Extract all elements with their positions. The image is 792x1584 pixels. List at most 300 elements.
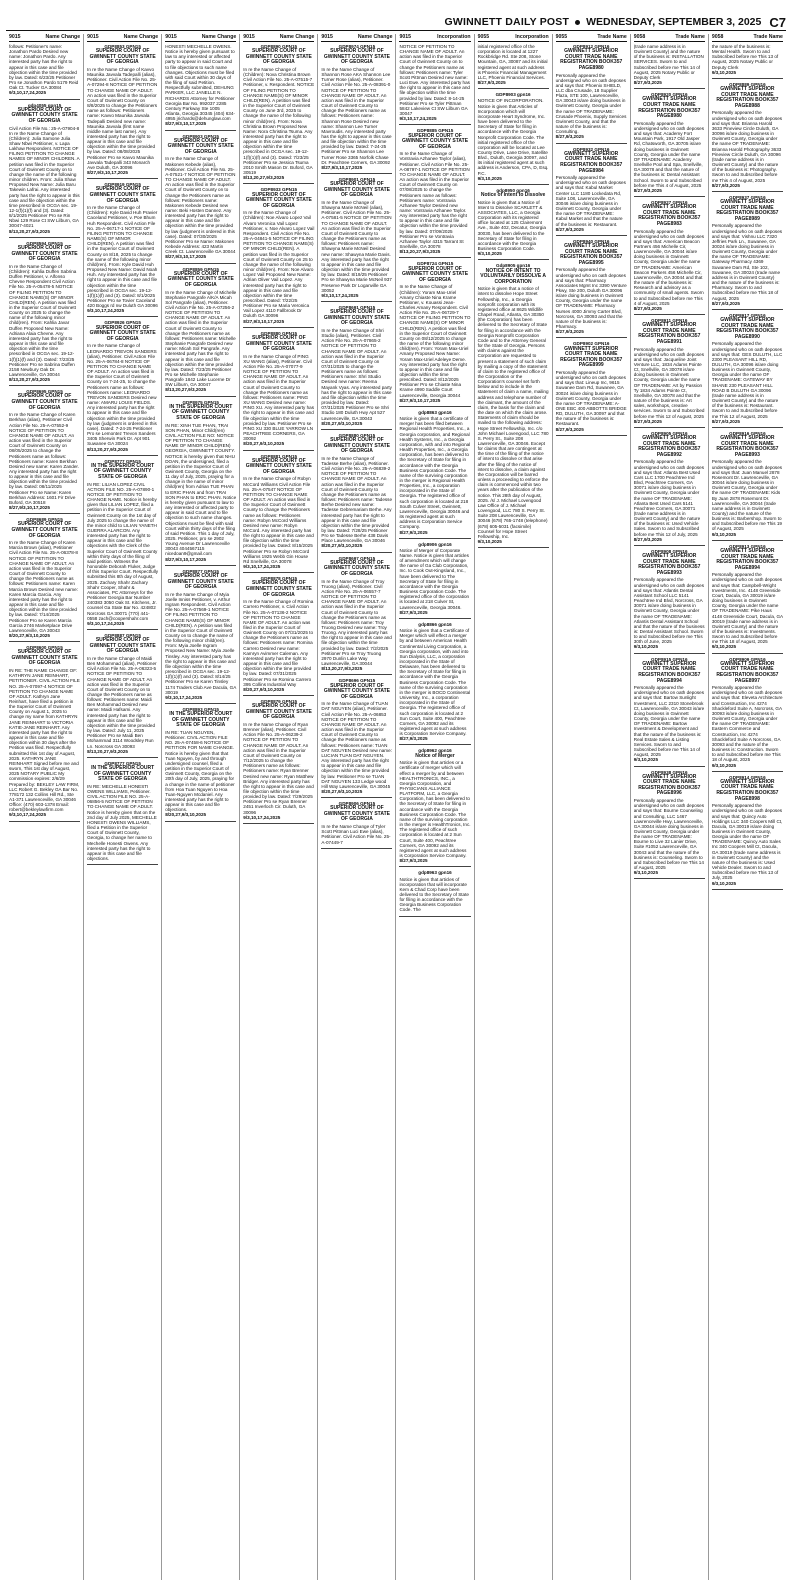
section-category: Name Change: [45, 34, 81, 40]
notice-run-dates: 9/3,10,2025: [711, 762, 737, 768]
notice-divider: [399, 744, 470, 745]
notice-heading: SUPERIOR COURT OF GWINNETT COUNTY STATE OF GEORGIA: [323, 48, 390, 66]
notice-run-dates: 8/27,9/3,2025: [711, 182, 740, 188]
legal-notice: [712, 657, 783, 772]
notice-ref: GDP8885 GPN15: [416, 128, 454, 134]
section-category: Name Change: [279, 34, 315, 40]
notice-body: In re the Name Change of Troy Truong (alias), Petitioner. Civil Action File No. 25-A-06557-7 NOTICE OF PETITION TO CHANGE NAME OF ADULT. An action was filed in the Superior Court of Gwinnett County to change the Petitioners name as follows: Petitioners name: Troy Truong Desired new name: Troy Truong. Any interested party has the right to appear in this case and file objection within the time provided by law. Dated: 7/2/2025 Petitioner Pro se Troy Truong 2970 Dunlin Lake Way Lawrenceville, GA 30044: [321, 578, 392, 667]
notice-body: In re the Name Change of LEONARDO TREVON SANDERS (alias), Petitioner. Civil Action File No. 25-A-06784-8 NOTICE OF PETITION TO CHANGE NAME OF ADULT. An action was filed in the Superior Court of Gwinnett County on 7-24-25, to change the Petitioners name as follows: Petitioners name: LEONARDO TREVON SANDERS Desired new name: AMARU LOUIS FIELDS. Any interested party has the right to appear in this case and file objection within the time provided by law (judgment is ordered in this case). Dated: 7-24-25 Petitioner Pro se Lemontez Trevon Sanders 3405 Sherwin Park Dr. Apt 901 Suwanee GA 30024: [87, 343, 157, 447]
notice-divider: [399, 538, 470, 539]
notice-ref: GDP8916 GPN16: [729, 430, 766, 436]
notice-heading: GWINNETT SUPERIOR COURT TRADE NAME REGISTRATION BOOK357 PAGE8989: [716, 198, 779, 222]
notice-heading: SUPERIOR COURT OF GWINNETT COUNTY STATE OF GEORGIA: [245, 457, 312, 475]
notice-divider: [399, 257, 470, 258]
legal-notice: [321, 44, 392, 174]
notice-run-dates: 9/3,10,2025: [711, 69, 737, 75]
section-category: Trade Name: [753, 34, 783, 40]
section-number: 9055: [555, 34, 568, 40]
notice-body: Personally appeared the undersigned who on oath deposes and says that: Lineup Inc, 9615 Suwanee Dam Rd, Suwanee, GA 30024 is/are doing business in Gwinnett County, Georgia under the name OF TRADENAME: A-ONE EBC 400 ABBOTTS BRIDGE RD, DULUTH, GA 30097 and that the nature of the business is: Restaurant.: [555, 369, 627, 427]
notice-divider: [556, 337, 627, 338]
notice-ref: gdp8906 gpn16: [418, 541, 452, 547]
legal-notice: [478, 188, 549, 260]
notice-run-dates: 9/3,10,2025: [477, 251, 502, 257]
notice-heading: SUPERIOR COURT OF GWINNETT COUNTY STATE OF GEORGIA: [323, 181, 390, 199]
notice-body: In re the Name Change of TUAN DAT NGUYEN (alias), Petitioner. Civil Action File No. 25-A-06853 NOTICE OF PETITION TO CHANGE NAME OF ADULT. An action was filed in the Superior Court of Gwinnett County to change the Petitioners name as follows: Petitioners name: TUAN DAT NGUYEN Desired new name: LUCIAN TUAN DAT NGUYEN. Any interested party has the right to appear in this case and file objection within the time provided by law. Petitioner Pro se TUAN DAT NGUYEN 133 Ledge wood Hill Way Lawrenceville, GA 30045: [321, 701, 392, 789]
notice-ref: GDP8777 GPN15: [104, 458, 141, 464]
legal-notice: [9, 241, 80, 387]
notice-ref: GDP8689 GPN15: [26, 517, 63, 523]
notice-body: NOTICE OF INCORPORATION. Notice is given that Articles of Incorporation which will incorporate Heart Syndrome, Inc. have been delivered to the Secretary of State for filing in accordance with the Georgia Nonprofit Corporation Code. The initial registered office of the corporation will be located at Lee County Drive, Lane Drive, Satellite Blvd., Duluth, Georgia 30097, and its initial registered agent at such address is Anderson, CPA, D, Esq. P.C.: [477, 98, 549, 176]
notice-run-dates: 8/20,27,9/3,10,2025: [243, 686, 285, 692]
notice-body: NOTICE OF PETITION TO CHANGE NAME OF ADULT. An action was filed in the Superior Court of Gwinnett County on to change the Petitioners name as follows: Petitioners name: Tyler Scott Pittman Desired new name: Luci Ewe. Any interested party has the right to appear in this case and file objection within the time provided by law. Dated: 8-14-25 Petitioner Pro se Tyler Pittman 5842 Lakeview Ct SW Lilburn GA 30047: [399, 44, 470, 117]
notice-run-dates: 8/20,27,9/3,10,2025: [165, 812, 207, 818]
notice-divider: [634, 88, 705, 89]
notice-ref: gdp8962 gpn16: [418, 748, 452, 754]
column-header: [634, 34, 705, 42]
notice-heading: GWINNETT SUPERIOR COURT TRADE NAME REGISTRATION BOOK357 PAGE8994: [638, 660, 701, 684]
notice-run-dates: 8/27,9/3,2025: [555, 226, 584, 232]
page-header: [6, 14, 786, 31]
legal-notice: [87, 633, 158, 758]
notice-ref: GDP8915 GPN16: [651, 656, 688, 662]
notice-ref: GDP8880 GPN15: [338, 432, 376, 438]
notice-heading: SUPERIOR COURT OF GWINNETT COUNTY STATE OF GEORGIA: [323, 437, 390, 455]
legal-notice: [556, 44, 627, 144]
notice-body: Personally appeared the undersigned who on oath deposes and says that: Quincy Auto Holdings LLC 340 Coopers Mill Ct, Dacula, GA 30019 is/are doing business in Gwinnett County, Georgia under the name OF TRADENAME: Quincy Auto Sales Inc 340 Coopers Mill Ct, Dacula, GA 30019 (trade name address is in Gwinnett County) and the nature of the business is: Used Vehicle Dealer. Sworn to and Subscribed before me This 13 of July, 2025: [711, 803, 783, 881]
notice-ref: GDP8859 GPN15: [182, 266, 219, 272]
notice-body: In re the Name Change of (Children): Noe Alvaro Lopez Vail Alvaro Veronica Vail Lopez Petitioner, v. Noe Alvaro Lopez Vail Respondent. Civil Action File No. 25-A-04841-5 NOTICE OF FILING PETITION TO CHANGE NAME(S) OF MINOR CHILD(REN). A petition was filed in the Superior Court of Gwinnett County on 25 to change the name of the following minor child(ren). From: Noe Alvaro Lopez Vail Proposed New Name: Adrian Oliver Vail Lopez. Any interested party has the right to appear in this case and file objection within the time prescribed. Dated: 7/22/25 Petitioner Pro se Maria Veronica Vail Lopez 4110 Fallbrook Dr Duluth GA 30096: [243, 210, 315, 319]
notice-run-dates: 8/20,27,9/3,10,2025: [321, 788, 363, 794]
notice-heading: SUPERIOR COURT OF GWINNETT COUNTY STATE OF GEORGIA: [89, 186, 156, 204]
issue-date: WEDNESDAY, SEPTEMBER 3, 2025: [586, 16, 762, 28]
notice-run-dates: 9/3,10,17,24,2025: [243, 814, 281, 820]
notice-heading: SUPERIOR COURT OF GWINNETT COUNTY STATE OF GEORGIA: [167, 137, 234, 155]
notice-body: Personally appeared the undersigned who on oath deposes and says that: Juan Manuel 2878 Rosemont Dr. Lawrenceville, GA 30044 is/are doing business in Gwinnett County, Georgia under the name OF TRADENAME: Kids By Juan 2878 Rosemont Dr. Lawrenceville, GA 30044 (trade name address is in Gwinnett County) and the nature of the business is: Barbershop. Sworn to and Subscribed before me This 19 of August, 2025: [711, 459, 783, 532]
column-header: [243, 34, 314, 42]
section-number: 9015: [243, 34, 255, 40]
notice-run-dates: 8/27,9/3,2025: [555, 426, 584, 432]
notice-heading: GWINNETT SUPERIOR COURT TRADE NAME REGISTRATION BOOK357 PAGE8991: [638, 322, 701, 345]
notice-run-dates: 8/27,9/3,2025: [399, 858, 428, 864]
notice-divider: [243, 183, 314, 184]
column: [162, 34, 240, 1580]
notice-body: Personally appeared the undersigned who on oath deposes and says that: Academy Fort Mountain Park, 1917 Old Jasper Rd, Chatsworth, GA 30705 is/are doing business in Gwinnett County, Georgia under the name OF TRADENAME: Academy Snellville Pool and Spa, Snellville, GA 30078 and that the nature of the business is: Dental Assistant School. Sworn to and Subscribed before me This 4 of August, 2025: [633, 120, 704, 188]
notice-heading: GWINNETT SUPERIOR COURT TRADE NAME REGISTRATION BOOK357 PAGE8997: [716, 660, 779, 684]
legal-notice: [399, 622, 470, 746]
legal-notice: [399, 44, 470, 125]
notice-heading: GWINNETT SUPERIOR COURT TRADE NAME REGISTRATION BOOK357 PAGE8992: [638, 435, 701, 458]
notice-ref: GDP8696 GPN15: [338, 678, 376, 684]
notice-divider: [712, 78, 783, 79]
legal-notice: [712, 313, 783, 428]
notice-divider: [478, 184, 549, 185]
notice-heading: SUPERIOR COURT OF GWINNETT COUNTY STATE OF GEORGIA: [89, 637, 156, 655]
notice-body: In re the Name Change of Makonen Kebede (alias), Petitioner. Civil Action File No. 25-A-07521-7 NOTICE OF PETITION TO CHANGE NAME OF ADULT. An action was filed in the Superior Court of Gwinnett County on to change the Petitioners name as follows: Petitioners name: Makonen Kebede Desired new name: Beki Hosten Dannez. Any interested party has the right to appear in this case and file objection within the time provided by law (judgment is ordered in this case). Dated: 07/30/2025 Petitioner Pro se Name: Makonen Kebede Address: 423 Martin Creek Ct. Lawrenceville GA 30044: [165, 156, 236, 255]
notice-body: In re the Name Change of Kavvo Maunika Javvala Tadepalli (alias), Petitioner. Civil Action File No. 25-A-07294-8 NOTICE OF PETITION TO CHANGE NAME OF ADULT. An action was filed in the Superior Court of Gwinnett County on 8/8/2025 to change the Petitioners name as follows: Petitioners name: Kavvo Maunika Javvala Tadepalli Desired new name: Maunika Javvala (first name middle name last name). Any interested party has the right to appear in this case and file objection within the time provided by law. Dated: 08/08/2025 Petitioner Pro se Kavvo Maunika Javvala Tadepalli 343 Monarch Ave Duluth, GA 30096: [87, 66, 158, 170]
column-header: [165, 34, 236, 42]
notice-heading: SUPERIOR COURT OF GWINNETT COUNTY STATE OF GEORGIA: [245, 334, 312, 353]
notice-body: In re the Name Change of Shawyna Marie McNeil (alias), Petitioner. Civil Action File No. 25-A-07581-5 NOTICE OF PETITION TO CHANGE NAME OF ADULT. An action was filed in the Superior Court of Gwinnett County to change the Petitioners name as follows: Petitioners name: Shawyna Marie McNeil Desired new name: Shawyna Marie Davis. Any interested party has the right to appear in this case and file objection within the time provided by law. Dated: 8/19/25 Petitioner Pro se Shawyna Marie McNeil 937 Preserve Park Dr Loganville GA 30052: [321, 200, 392, 293]
notice-body: Civil Action File No.: 25-A-07904-8 In re the Name Change of (Children): Julia Samone Julia Shaw Nbwi Petitioner, v. Lapa Lakhaw Respondent. NOTICE OF FILING PETITION TO CHANGE NAMES OF MINOR CHILDREN. A petition was filed in the Superior Court of Gwinnett County on to change the name of the following minor children. From: Julia Shaw Proposed New Name: Julia Baru Takewin Lafrai. Any interested party has the right to appear in this case and file objection within the time prescribed in OCGA sec. 19-12-1(f)(1)(f) and (3). Dated: 8/1/2025 Petitioner Pro se Rin Nbwi 129 Rose Ct SW Lilburn, GA 30047-4021: [9, 125, 80, 229]
notice-body: IN RE: MECHELLE HONESTI OWENS WILLIAMS, Petitioner. CIVIL ACTION FILE NO. 25-A-06856-5 NOTICE OF PETITION TO CHANGE NAME OF ADULT. Notice is hereby given that on the 2nd day of July 2025, MECHELLE HONESTI OWENS WILLIAMS, filed a Petition in the Superior Court of Gwinnett County, Georgia, to change her name to Mechelle Honesti Owens. Any interested party has the right to appear in this case and file objections.: [87, 783, 157, 861]
notice-ref: GDP8724 GPN15: [416, 261, 454, 267]
bullet-icon: [575, 20, 580, 25]
legal-notice: [87, 761, 158, 865]
notice-run-dates: 9/3,10,17,24,2025: [9, 812, 47, 818]
notice-heading: Notice of Intent to Dissolve: [480, 192, 546, 199]
legal-notice: [556, 239, 627, 339]
notice-ref: GDP8912 GPN16: [572, 44, 610, 49]
legal-notice: [9, 44, 80, 100]
notice-ref: gdp8950 gpn16: [496, 187, 530, 193]
notice-ref: GDP8927 GPN16: [651, 199, 688, 205]
column: [475, 34, 553, 1580]
notice-ref: GDP8893 GPN15: [182, 707, 219, 712]
notice-body: Notice is given that a Notice of Intent to Dissolve SCARLETT & ASSOCIATES, LLC, a Georgia Corporation with its registered office located at 125 Clairemont Ave., Suite 402, Decatur, Georgia 30030, has been delivered to the Secretary of State for filing in accordance with the Georgia Business Corporation Code.: [477, 199, 546, 252]
notice-run-dates: 8/27,9/3,10,17,2025: [243, 318, 285, 324]
notice-body: (trade name address is in Gwinnett County) and the nature of the business is: INSTALLATION SERVICES. Sworn to and Subscribed before me This 14 of August, 2025 Notary Public or Deputy Clerk: [633, 44, 704, 80]
notice-run-dates: 8/13,20,27,9/3,2025: [399, 249, 441, 255]
column: [6, 34, 84, 1580]
notice-heading: GWINNETT SUPERIOR COURT TRADE NAME REGISTRATION BOOK357 PAGE8998: [716, 778, 779, 802]
notice-divider: [634, 766, 705, 767]
notice-ref: Gdp8905 gpn16: [496, 263, 531, 269]
notice-heading: SUPERIOR COURT OF GWINNETT COUNTY STATE OF GEORGIA: [11, 244, 78, 263]
notice-heading: SUPERIOR COURT OF GWINNETT COUNTY STATE OF GEORGIA: [167, 270, 234, 288]
notice-run-dates: 9/3,10,17,24,2025: [9, 90, 47, 96]
notice-divider: [165, 565, 236, 566]
column-header: [556, 34, 627, 42]
section-category: Trade Name: [597, 34, 627, 40]
notice-body: In re the Name Change of (Children): Kyle David Huh Pravier Caceland Petitioner, v. Poe Bhum Huh Respondent. Civil Action File No. 25-A-06717-1 NOTICE OF FILING PETITION TO CHANGE NAME(S) OF MINOR CHILD(REN). A petition was filed in the Superior Court of Gwinnett County on 8/18, 2025 to change the name of the following minor child(ren). From: Kyle David Huh Proposed New Name: David Noah Huh. Any interested party has the right to appear in this case and file objection within the time prescribed in OCGA sec. 19-12-1(f)(1)(f) and (3). Dated: 8/1/2025 Petitioner Pro se Tovier Caceland 420 Boggs rd nw Duluth GA 30096: [87, 205, 158, 309]
notice-heading: SUPERIOR COURT OF GWINNETT COUNTY STATE OF GEORGIA: [401, 265, 469, 283]
notice-run-dates: 9/3,10,17,24,2025: [399, 116, 437, 122]
notice-body: Notice is given that articles or a certificate of merger which will effect a merger by and between HEALTHTRONICS, INC., a Georgia Corporation, and PHYSICIANS ALLIANCE PLATFORM, LLC, a Georgia Corporation, has been delivered to the Secretary of State for filing in accordance with the Georgia Business Corporation Code. The name of the surviving corporation in the merger is HealthTronics, Inc. The registered office of such corporation is located at 2 Sun Court, Suite 400, Peachtree Corners, GA 30092 and its registered agent at such address is Corporation Service Company.: [399, 760, 471, 859]
legal-notice: [399, 870, 470, 916]
column: [240, 34, 318, 1580]
notice-run-dates: 8/27,9/3,2025: [555, 329, 584, 335]
notice-heading: GWINNETT SUPERIOR COURT TRADE NAME REGISTRATION BOOK357 PAGE8990: [716, 317, 779, 340]
notice-divider: [87, 629, 158, 630]
section-category: Incorporation: [515, 34, 549, 40]
notice-ref: GDP8908 GPN16: [651, 548, 688, 554]
notice-run-dates: 9/3,10,17,24,2025: [243, 564, 281, 570]
notice-body: Personally appeared the undersigned who on oath deposes and says that: Brianna Harold 3633 Pineview Circle Duluth, GA 30096 is/are doing business in Gwinnett County, Georgia under the name OF TRADENAME: Brianna Harold Photography 3633 Pineview Circle Duluth, GA 30096 (trade name address is in Gwinnett County) and the nature of the business is: Photography. Sworn to and Subscribed before me This 4 of August, 2025: [711, 110, 783, 183]
notice-divider: [556, 235, 627, 236]
notice-body: Personally appeared the undersigned who on oath deposes and says that: Phoenix SHIELD, LLC dba Crusade, 18 Supplier Plaza, STE 100, Lawrenceville, GA 30043 is/are doing business in Gwinnett County, Georgia under the name OF TRADENAME: Crusade Phoenix, Supply Services Gwinnett County, and that the nature of the business is: Consulting.: [555, 72, 627, 135]
legal-notice: [399, 261, 470, 407]
notice-heading: SUPERIOR COURT OF GWINNETT COUNTY STATE OF GEORGIA: [323, 805, 390, 823]
notice-ref: GDP8877 GPN15: [182, 568, 219, 574]
notice-run-dates: 8/13,20,27,9/3,2025: [165, 387, 207, 393]
notice-ref: GDP8914 GPN16: [729, 774, 766, 780]
notice-heading: SUPERIOR COURT OF GWINNETT COUNTY STATE OF GEORGIA: [89, 48, 156, 66]
notice-heading: SUPERIOR COURT OF GWINNETT COUNTY STATE OF GEORGIA: [11, 521, 78, 539]
notice-divider: [634, 545, 705, 546]
legal-notice: [399, 128, 470, 258]
legal-notice: [634, 549, 705, 654]
notice-divider: [634, 314, 705, 315]
legal-notice: [9, 103, 80, 238]
notice-ref: GDP8905 GPN16: [651, 430, 688, 436]
notice-divider: [321, 301, 392, 302]
notice-ref: GDP8902 GPN16: [572, 341, 610, 347]
column-header: [9, 34, 80, 42]
legal-notice: [165, 707, 236, 822]
notice-body: In re the Name Change of Romina Carrero Petitioner, v. Civil Action File No. 25-A-07136-2 NOTICE OF PETITION TO CHANGE NAME OF ADULT. An action was filed in the Superior Court of Gwinnett County on 07/31/2025 to change the Petitioners name as follows: Petitioners name: Romina Carrero Desired new name: Kamryn Avimmer Caleman. Any interested party has the right to appear in this case and file objection within the time provided by law. Dated: 07/31/2025 Petitioner Pro se Romina Carrero 395 Collins Industrial Way: [243, 599, 314, 687]
notice-divider: [478, 547, 549, 548]
legal-notice: [556, 341, 627, 435]
notice-ref: gdp4055 gpn15: [27, 102, 62, 108]
column: [709, 34, 786, 1580]
legal-notice: [165, 134, 236, 264]
legal-notice: [243, 187, 314, 327]
notice-body: In re the Name Change of (Children): Yoram Max-Uriel Amany Chiaste Nina Krame Petitioner, v. Kouassi Jean-Charles Amany Respondent. Civil Action File No. 25-A-06729-7 NOTICE OF FILING PETITION TO CHANGE NAME(S) OF MINOR CHILD(REN). A petition was filed in the Superior Court of Gwinnett County on 08/12/2025 to change the name of the following minor child(ren). From: Yoram Max-Uriel Amany Proposed New Name: Yoram Max-Uriel Adeleye Deme. Any interested party has the right to appear in this case and file objection within the time prescribed. Dated: 8/12/2025 Petitioner Pro se Chiaste Nina Krame 4990 Saddle Court Lawrenceville, Georgia 30044: [399, 284, 471, 398]
notice-run-dates: 8/20,27,9/3,10,2025: [9, 632, 50, 638]
notice-body: Notice is given that a notice of intent to dissolve Hope Street Fellowship, Inc., a Georgia nonprofit corporation with its registered office at 8625 Wildlife Chapel Road, Atlanta, GA 30350 (the Corporation) has been delivered to the Secretary of State for filing in accordance with the Georgia Nonprofit Corporation Code and to the Attorney General for the State of Georgia. Persons with claims against the Corporation are requested to present a statement of such claim by mailing a copy of the statement of claim to the registered office of the Corporation or the Corporation's counsel set forth below and to include in the statement of claim a name, mailing address and telephone number of the claimant, the amount of the claim, the basis for the claim and the date on which the claim arose. Statements of claim should be mailed to the following address: Hope Street Fellowship, Inc. c/o John Michael Lovengood, LLC 780 S. Perry St., Suite 208 Lawrenceville, GA 30046. Except for claims that are contingent at the time of the filing of the notice of intent to dissolve or that arise after the filing of the notice of intent to dissolve, a claim against the Corporation will be barred unless a proceeding to enforce the claim is commenced within two years after the publication of the notice. This 28th day of August, 2025. /s/ J. Michael Lovengood Law Office of J. Michael Lovengood, LLC 780 S. Perry St. Suite 208 Lawrenceville, GA 30046 (678) 765-1748 (telephone) (678) 605-5031 (facsimile) Counsel for Hope Street Fellowship, Inc.: [477, 286, 549, 539]
notice-run-dates: 9/3,10,17,24,2025: [87, 620, 125, 626]
notice-ref: GDP8917 GPN16: [729, 312, 766, 318]
notice-ref: GDP8887 GPN15: [104, 632, 141, 638]
legal-notice: [478, 44, 549, 89]
notice-heading: SUPERIOR COURT OF GWINNETT COUNTY STATE OF GEORGIA: [245, 703, 312, 721]
notice-run-dates: 9/3,10,17,24,2025: [87, 308, 125, 314]
notice-run-dates: 8/27,9/3,10,17,2025: [321, 164, 363, 170]
legal-notice: [243, 699, 314, 824]
notice-divider: [9, 99, 80, 100]
notice-run-dates: 8/27,9/3,2025: [477, 80, 506, 86]
notice-heading: IN THE SUPERIOR COURT OF GWINNETT COUNTY STATE OF GEORGIA: [91, 765, 155, 783]
legal-notice: [9, 645, 80, 821]
notice-divider: [165, 396, 236, 397]
notice-divider: [712, 540, 783, 541]
notice-run-dates: 8/27,9/3,2025: [633, 187, 662, 193]
notice-run-dates: 9/3,10,2025: [711, 880, 737, 886]
notice-run-dates: 8/27,9/3,10,17,2025: [165, 556, 207, 562]
notice-body: Notice of Merger of Corporate Name. Notice is given that articles of amendment which will change the name of Ga Club Corporation, Inc. to Cook Out-Kingsland, Inc., have been delivered to The Secretary of State for filing in accordance with the Georgia Business Corporation Code. The registered office of the corporation is located at 218 Culver St, Lawrenceville, Georgia 30046.: [399, 547, 470, 610]
notice-ref: GDP8880 GPN15: [260, 330, 298, 336]
notice-divider: [87, 316, 158, 317]
notice-heading: GWINNETT SUPERIOR COURT TRADE NAME REGISTRATION BOOK357 PAGE8988: [716, 86, 779, 109]
notice-body: In re the Name Change of Karen Marcia Brown (alias), Petitioner Civil Action File No. 25-A-06378-8 NOTICE OF PETITION TO CHANGE NAME OF ADULT. An action was filed in the Superior Court of Gwinnett County to change the Petitioners name as follows: Petitioners name: Karen Marcia Brown Desired new name: Karen Marcia Garcia. Any interested party has the right to appear in this case and file objection within the time provided by law. Dated: 7/14/2025 Petitioner Pro se Karen Marcia Garcia 2746 Marketplace Drive Lawrenceville, GA 30043: [9, 540, 78, 633]
notice-run-dates: 8/27,9/3,10,17,2025: [399, 397, 441, 403]
column: [84, 34, 162, 1580]
notice-heading: GWINNETT SUPERIOR COURT TRADE NAME REGISTRATION BOOK357 PAGE8999: [560, 345, 623, 369]
notice-run-dates: 8/27,9/3,10,17,2025: [165, 121, 207, 127]
notice-run-dates: 9/3,10,2025: [633, 644, 659, 650]
notice-ref: gdp8866 gpn16: [418, 621, 452, 627]
section-category: Incorporation: [437, 34, 471, 40]
notice-divider: [243, 327, 314, 328]
section-number: 9015: [165, 34, 177, 40]
notice-divider: [399, 916, 470, 917]
notice-heading: SUPERIOR COURT OF GWINNETT COUNTY STATE OF GEORGIA: [11, 393, 78, 411]
section-number: 9055: [477, 34, 490, 40]
legal-notice: [634, 200, 705, 315]
legal-notice: [712, 195, 783, 310]
notice-divider: [243, 823, 314, 824]
legal-notice: [87, 320, 158, 455]
notice-run-dates: 8/13,20,27,9/3,2025: [87, 748, 128, 754]
notice-ref: GDP8913 GPN16: [729, 543, 766, 549]
notice-run-dates: 8/13,20,27,9/3,2025: [87, 446, 128, 452]
notice-run-dates: 9/3,10,2025: [477, 538, 502, 544]
notice-divider: [478, 259, 549, 260]
legal-notice: [634, 770, 705, 880]
notice-divider: [243, 450, 314, 451]
notice-run-dates: 8/27,9/3,2025: [633, 536, 662, 542]
notice-body: In re the Name Change of (Children): Kahlia Duffen Sabrina Duffen Petitioner, v. Alfonso Chevne Respondent Civil Action File No. 25-A-05478-5 NOTICE OF FILING PETITION TO CHANGE NAME(S) OF MINOR CHILD(REN). A petition was filed in the Superior Court of Gwinnett County on 2025 to change the name of the following minor child(ren). From: Kahlia Javar Duffen Proposed New Name: Adriana Alaia Chevne. Any interested party has the right to appear in this case and file objection within the time prescribed in OCGA sec. 19-12-1(f)(1)(f) and (3). Dated: 7/23/25 Petitioner Pro se Sabrina Duffen 2158 Newbury Oak Dr. Lawrenceville, GA 30044: [9, 263, 77, 377]
notice-divider: [634, 878, 705, 879]
notice-body: In re the Name Change of Shri Studio (alias), Petitioner. Civil Action File No. 25-A-07865-2 NOTICE OF PETITION TO CHANGE NAME OF ADULT. An action was filed in the Superior Court of Gwinnett County on 07/31/2025 to change the Petitioners name as follows: Petitioners name: Shri Studio Desired new name: Reema Mayank Vyas. Any interested party has the right to appear in this case and file objection within the time provided by law. Dated: 07/31/2025 Petitioner Pro se Shri Studio 180 Duluth Hwy Apt 527 Lawrenceville, GA 30043: [321, 327, 392, 421]
notice-divider: [712, 653, 783, 654]
notice-body: IN RE: TUAN NGUYEN, Petitioner. CIVIL ACTION FILE NO. 25-A-07458-6 NOTICE OF PETITION FOR NAME CHANGE. Notice is hereby given that that Tuan Nguyen, by and through undersigned counsel, filed a petition in the Superior Court of Gwinnett County, Georgia on the 20th day of July, 2025, praying for a change in the name of petitioner from Hoa Tuan Nguyen to Hoa Tuan-Nguyen Mcdaniel. Any interested party has the right to appear in this case and file objections.: [165, 729, 235, 813]
column-header: [321, 34, 392, 42]
notice-run-dates: 8/27,9/3,2025: [633, 80, 662, 86]
notice-divider: [9, 237, 80, 238]
legal-notice: [321, 678, 392, 798]
notice-ref: GDP8919 GPN15: [104, 182, 141, 188]
notice-divider: [243, 695, 314, 696]
legal-notice: [87, 44, 158, 179]
notice-heading: SUPERIOR COURT OF GWINNETT COUNTY STATE OF GEORGIA: [323, 682, 390, 700]
legal-notice: [321, 305, 392, 430]
legal-notice: [243, 331, 314, 451]
notice-divider: [321, 674, 392, 675]
notice-divider: [165, 703, 236, 704]
notice-run-dates: 9/3,10,2025: [633, 870, 659, 876]
notice-run-dates: 8/13,20,27,9/3,2025: [321, 666, 363, 672]
legal-notice: [9, 517, 80, 642]
notice-body: Personally appeared the undersigned who on oath deposes and says that: Bourne Counseling and Consulting, LLC 1467 Lawrenceville Hwy, Lawrenceville, GA 30044 is/are doing business in Gwinnett County, Georgia under the name OF TRADENAME: Bourne to Live 32 Lanier Drive, Suite #1052 Lawrenceville, GA 30043 and that the nature of the business is: Counseling. Sworn to and Subscribed before me This 14 of August, 2025: [633, 798, 704, 871]
section-number: 9015: [9, 34, 21, 40]
legal-notice: [634, 431, 705, 546]
notice-divider: [9, 385, 80, 386]
notice-body: In re the Name Change of Ryan Brenner (alias), Petitioner. Civil Action File No. 25-A-06239-2 NOTICE OF PETITION TO CHANGE NAME OF ADULT. An action was filed in the Superior Court of Gwinnett County on 7/12/2025 to change the Petitioners name as follows: Petitioners name: Ryan Brenner Desired new name: Ryan Matthew Bridger. Any interested party has the right to appear in this case and file objection within the time provided by law. Dated: 7/29/2025 Petitioner Pro se Ryan Brenner 2451 Inverloch Cir. Duluth, GA 30096: [243, 721, 314, 815]
legal-notice: [87, 459, 158, 630]
notice-ref: GDP8901 GPN15: [338, 177, 376, 183]
notice-body: In re the Name Change of Shannon Rose AKA Shannon Lee Turner Rose (alias), Petitioner. Civil Action File No. 25-A-08391-0 NOTICE OF PETITION TO CHANGE NAME OF ADULT. An action was filed in the Superior Court of Gwinnett County to change the Petitioners name as follows: Petitioners name: Shannon Rose Desired new name: Shannon Lee Turner Mavroudis. Any interested party has the right to appear in this case and file objection within the time provided by law. Dated: 7-24-25 Petitioner Pro se Shannon Lee Turner Rose 3365 Norfolk Chase Dr. Peachtree Corners, GA 30092: [321, 66, 392, 165]
section-number: 9015: [321, 34, 333, 40]
notice-body: Personally appeared the undersigned who on oath deposes and says that: Kabul Market Center LLC 1180 Lockedata Rd, Suite 108, Lawrenceville, GA 30046 is/are doing business in Gwinnett County, Georgia under the name OF TRADENAME: Kabul Market and that the nature of the business is: Restaurant.: [555, 175, 626, 227]
notice-divider: [321, 173, 392, 174]
column: [553, 34, 631, 1580]
legal-notice: [243, 44, 314, 184]
notice-divider: [399, 124, 470, 125]
notice-heading: GWINNETT SUPERIOR COURT TRADE NAME REGISTRATION BOOK357 PAGE8983: [638, 204, 701, 227]
column-header: [87, 34, 158, 42]
notice-run-dates: 8/27,9/3,2025: [711, 418, 740, 424]
notice-heading: SUPERIOR COURT OF GWINNETT COUNTY STATE OF GEORGIA: [323, 559, 390, 577]
publication-name: GWINNETT DAILY POST: [444, 16, 570, 28]
notice-run-dates: 8/27,9/3,2025: [711, 300, 740, 306]
legal-notice: [712, 82, 783, 192]
notice-body: HONESTI MECHELLE OWENS. Notice is hereby given pursuant to law to any interested or affected party to appear in said Court and to file objections to such name changes. Objections must be filed with said Court within 30 days of the filing of said Petition. Respectfully submitted, DEHUNG PARKER, LLC JANELLE N. RICHARDS Attorney for Petitioner Georgia Bar No. 992037 2285 Century Parkway Ste 1005 Atlanta, Georgia 30345 (404) 634-4955 jrichards@dehunglaw.com: [165, 44, 235, 122]
section-number: 9058: [711, 34, 724, 40]
notice-ref: GDP8933 GPN15: [260, 187, 298, 193]
notice-ref: GDP8889 GPN16: [729, 81, 766, 87]
notice-heading: GWINNETT SUPERIOR COURT TRADE NAME REGISTRATION BOOK357 PAGE8980: [638, 96, 701, 120]
notice-ref: GDP8691 GPN15: [338, 304, 376, 310]
notice-divider: [712, 771, 783, 772]
notice-run-dates: 8/13,20,27,9/3,2025: [243, 175, 285, 181]
column: [396, 34, 474, 1580]
notice-body: In re the Name Change of Tyler Scott Pittman Luci Ewe (alias), Petitioner. Civil Action File No. 25-A-07449-7: [321, 824, 391, 845]
notice-body: the nature of the business is: Mental Health. Sworn to and Subscribed before me This 13 of August, 2025 Notary Public or Deputy Clerk: [711, 44, 779, 70]
notice-ref: GDP8903 GPN15: [182, 133, 219, 139]
section-category: Trade Name: [675, 34, 705, 40]
notice-run-dates: 8/27,9/3,2025: [633, 418, 662, 424]
notice-run-dates: 9/3,10,17,24,2025: [321, 292, 359, 298]
notice-ref: GDP8906 GPN15: [338, 801, 376, 807]
notice-heading: GWINNETT SUPERIOR COURT TRADE NAME REGISTRATION BOOK357 PAGE8994: [716, 547, 779, 571]
notice-run-dates: 8/27,9/3,2025: [555, 134, 584, 140]
notice-divider: [712, 309, 783, 310]
notice-body: In re the Name Change of Michelle Stephanie Pangrafe A/K/A Micah Sol Pangrafe (alias), Petitioner. Civil Action File No. 25-A-07256-2 NOTICE OF PETITION TO CHANGE NAME OF ADULT. An action was filed in the Superior Court of Gwinnett County to change the Petitioners name as follows: Petitioners name: Michelle Stephanie Pangrafe Desired new name: Micah Sol Pangrafe. Any interested party has the right to appear in this case and file objection within the time provided by law. Dated: 7/23/25 Petitioner Pro se Michelle Stephanie Pangrafe 1842 Lake Lucerne Dr SW Lilburn, GA 30047: [165, 289, 237, 388]
notice-ref: GDP8975 GPN15: [182, 399, 219, 405]
notice-divider: [634, 427, 705, 428]
notice-ref: GDP8911 GPN16: [651, 318, 688, 323]
notice-body: Personally appeared the undersigned who on oath deposes and says that: Atlanta Best Used Cars LLC 1700 Peachtree Ind Blvd, Peachtree Corners, GA 30071 is/are doing business in Gwinnett County, Georgia under the name OF TRADENAME: Atlanta Best Used Cars 5141 Peachtree Corners, GA 30071 (trade name address is in Gwinnett County) and the nature of the business is: Used Vehicle Sales. Sworn to and Subscribed before me This 12 of July, 2025: [633, 459, 704, 537]
notice-divider: [712, 191, 783, 192]
section-number: 9015: [399, 34, 412, 40]
notice-run-dates: 8/27,9/3,2025: [399, 736, 428, 742]
notice-heading: IN THE SUPERIOR COURT OF GWINNETT COUNTY STATE OF GEORGIA: [169, 403, 233, 421]
notice-ref: GDP8594 GPN15: [26, 240, 63, 246]
notice-body: IN RE: XINH TUE PHAN, TRAI SON PHAN, Minor Child(ren) CIVIL ACTION FILE NO: NOTICE OF PETITION TO CHANGE NAME OF MINOR CHILD(REN) GEORGIA, GWINNETT COUNTY. NOTICE is hereby given that NHU DOAN, the undersigned, filed a petition in the Superior Court of Gwinnett County, Georgia on the 11 day of July, 2025, praying for a change in the name of minor child(ren) from Adrian TUE PHAN to ERIC PHAN and from TRAI SON PHAN to ERIC PHAN. Notice is hereby given pursuant to law to any interested or affected party to appear in said Court and to file objection to such name changes. Objections must be filed with said Court within thirty days of the filing of said Petition. This 1 day of July, 2025. Petitioner, pro se 2902 Young Avenue Dr Lawrenceville 30043 4044567115 nicedoan9@gmail.com: [165, 422, 237, 557]
section-category: Name Change: [357, 34, 393, 40]
legal-notice: [321, 556, 392, 676]
notice-body: Notice is given that articles of incorporation that will incorporate Kem & Chad Corp have been delivered to the Secretary of State for filing in accordance with the Georgia Business Corporation Code. The: [399, 876, 469, 913]
notice-ref: GDP8881 GPN15: [260, 453, 298, 459]
notice-divider: [712, 427, 783, 428]
notice-ref: GDP8920 GPN16: [651, 92, 688, 98]
notice-heading: NOTICE OF INTENT TO VOLUNTARILY DISSOLVE A CORPORATION: [480, 267, 546, 285]
notice-body: In re the Name Change of PING XU WANG (alias), Petitioner. Civil Action File No. 25-A-07077-9 NOTICE OF PETITION TO CHANGE NAME OF ADULT. An action was filed in the Superior Court of Gwinnett County to change the Petitioners name as follows: Petitioners name: PING XU WANG Desired new name: PING XU. Any interested party has the right to appear in this case and file objection within the time provided by law. Petitioner Pro se PING XU 330 BLUE YARROW LN PEACHTREE CORNERS, GA 30092: [243, 353, 315, 442]
notice-ref: GDP8940 GPN16: [572, 238, 610, 244]
notice-heading: SUPERIOR COURT OF GWINNETT COUNTY STATE OF GEORGIA: [89, 324, 156, 342]
notice-body: In re the Name Change of Tadesse Berhe (alias), Petitioner. Civil Action File No. 25-A-06839-2 NOTICE OF PETITION TO CHANGE NAME OF ADULT. An action was filed in the Superior Court of Gwinnett County to change the Petitioners name as follows: Petitioners name: Tadesse Berhe Desired new name: Tadesse Gebremariam Berhe. Any interested party has the right to appear in this case and file objection within the time provided by law. Dated: 7/28/25 Petitioner Pro se Tadesse Berhe 438 Davis Place Lawrenceville, GA 30046: [321, 455, 393, 544]
legal-notice: [165, 44, 236, 131]
notice-ref: GDP8937 GPN16: [729, 194, 766, 200]
notice-ref: GDP8903 gpn16: [495, 92, 531, 98]
legal-notice: [87, 182, 158, 317]
section-number: 9058: [633, 34, 646, 40]
notice-divider: [165, 821, 236, 822]
notice-run-dates: 8/13,20,27,9/3,2025: [9, 377, 50, 383]
notice-heading: SUPERIOR COURT OF GWINNETT COUNTY STATE OF GEORGIA: [11, 649, 78, 667]
notice-ref: GDP8697 GPN15: [338, 555, 376, 561]
notice-heading: GWINNETT SUPERIOR COURT TRADE NAME REGISTRATION BOOK357 PAGE8980: [560, 48, 623, 71]
legal-notice: [9, 389, 80, 514]
notice-body: IN RE: THE NAME CHANGE OF: KATHRYN JANE REINHART, PETITIONER. CIVIL ACTION FILE NO. 25-A-07097-4 NOTICE OF PETITION TO CHANGE NAME OF ADULT. Kathryn Jane Reinhart, have filed a petition in the Superior Court of Gwinnett County on August 1, 2025 to change my name from KATHRYN JANE REINHART to VICTORIA KATIE-JANE REINHART. Any interested party has the right to appear in this case and file objection within 30 days after the Petition was filed. Respectfully submitted this 1st day of August, 2025. KATHRYN JANE REINHART Signed before me and sworn, This 1st day of August, 2025 NOTARY PUBLIC My commission expires: 2/6/29 Prepared by: BEKLEY LAW FIRM, LLC Robert G. Bekley GA Bar No. 778172 132 Collins Hill Rd., Ste A1-371 Lawrenceville, GA 30046 Office: (470) 603-1378 Email: robert@bekleylawfirm.com: [9, 668, 80, 813]
notice-ref: GDP8938 GPN16: [651, 769, 688, 775]
column-header: [712, 34, 783, 42]
notice-body: In re the Name Change of Vontravia Azhanee Taylor (alias), Petitioner. Civil Action File No. 25-A-08797-1 NOTICE OF PETITION TO CHANGE NAME OF ADULT. An action was filed in the Superior Court of Gwinnett County on 07/08/2025 to change the Petitioners name as follows: Petitioners name: Vontravia Azhanee Taylor Desired new name: Vontravia Azhanee Taylor. Any interested party has the right to appear in this case and file objection within the time provided by law. Dated: 07/09/2025 Petitioner Pro se Vontravia Azhanee Taylor 4315 Tarrant St Snellville, GA 30078: [399, 151, 470, 250]
notice-run-dates: 8/20,27,9/3,10,2025: [243, 441, 285, 447]
notice-heading: SUPERIOR COURT OF GWINNETT COUNTY STATE OF GEORGIA: [401, 132, 469, 150]
notice-body: In re the Name Change of Robyn McCord Williams Civil Action File No. 25-A-07547 NOTICE OF PETITION TO CHANGE NAME OF ADULT. An action was filed in the Superior Court of Gwinnett County to change the Petitioners name as follows: Petitioners name: Robyn McCord Williams Desired new name: Robyn McCord. Any interested party has the right to appear in this case and file objection within the time provided by law. Dated: 8/15/2025 Petitioner Pro se Robyn McCord Williams 1925 Webb Gin House Rd Snellville, GA 30078: [243, 476, 314, 564]
notice-body: Personally appeared the undersigned who on oath deposes and says that: GES DULUTH, LLC 2300 PLEASANT HILL RD, DULUTH, GA 30096 is/are doing business in Gwinnett County, Georgia under the name OF TRADENAME: GATEWAY BY SHANE 230 PLEASANT HILL ROAD B DULUTH GA 30096 (trade name address is in Gwinnett County) and the nature of the business is: Restaurant. Sworn to and Subscribed before me This 12 of August, 2025: [711, 341, 783, 419]
legal-notice: [165, 267, 236, 397]
notice-run-dates: 8/20,27,9/3,10,2025: [321, 543, 363, 549]
notice-divider: [165, 130, 236, 131]
legal-notice: [165, 569, 236, 704]
classified-columns: [6, 34, 786, 1580]
notice-divider: [9, 821, 80, 822]
notice-divider: [87, 757, 158, 758]
notice-run-dates: 8/13,20,27,9/3,2025: [9, 228, 50, 234]
